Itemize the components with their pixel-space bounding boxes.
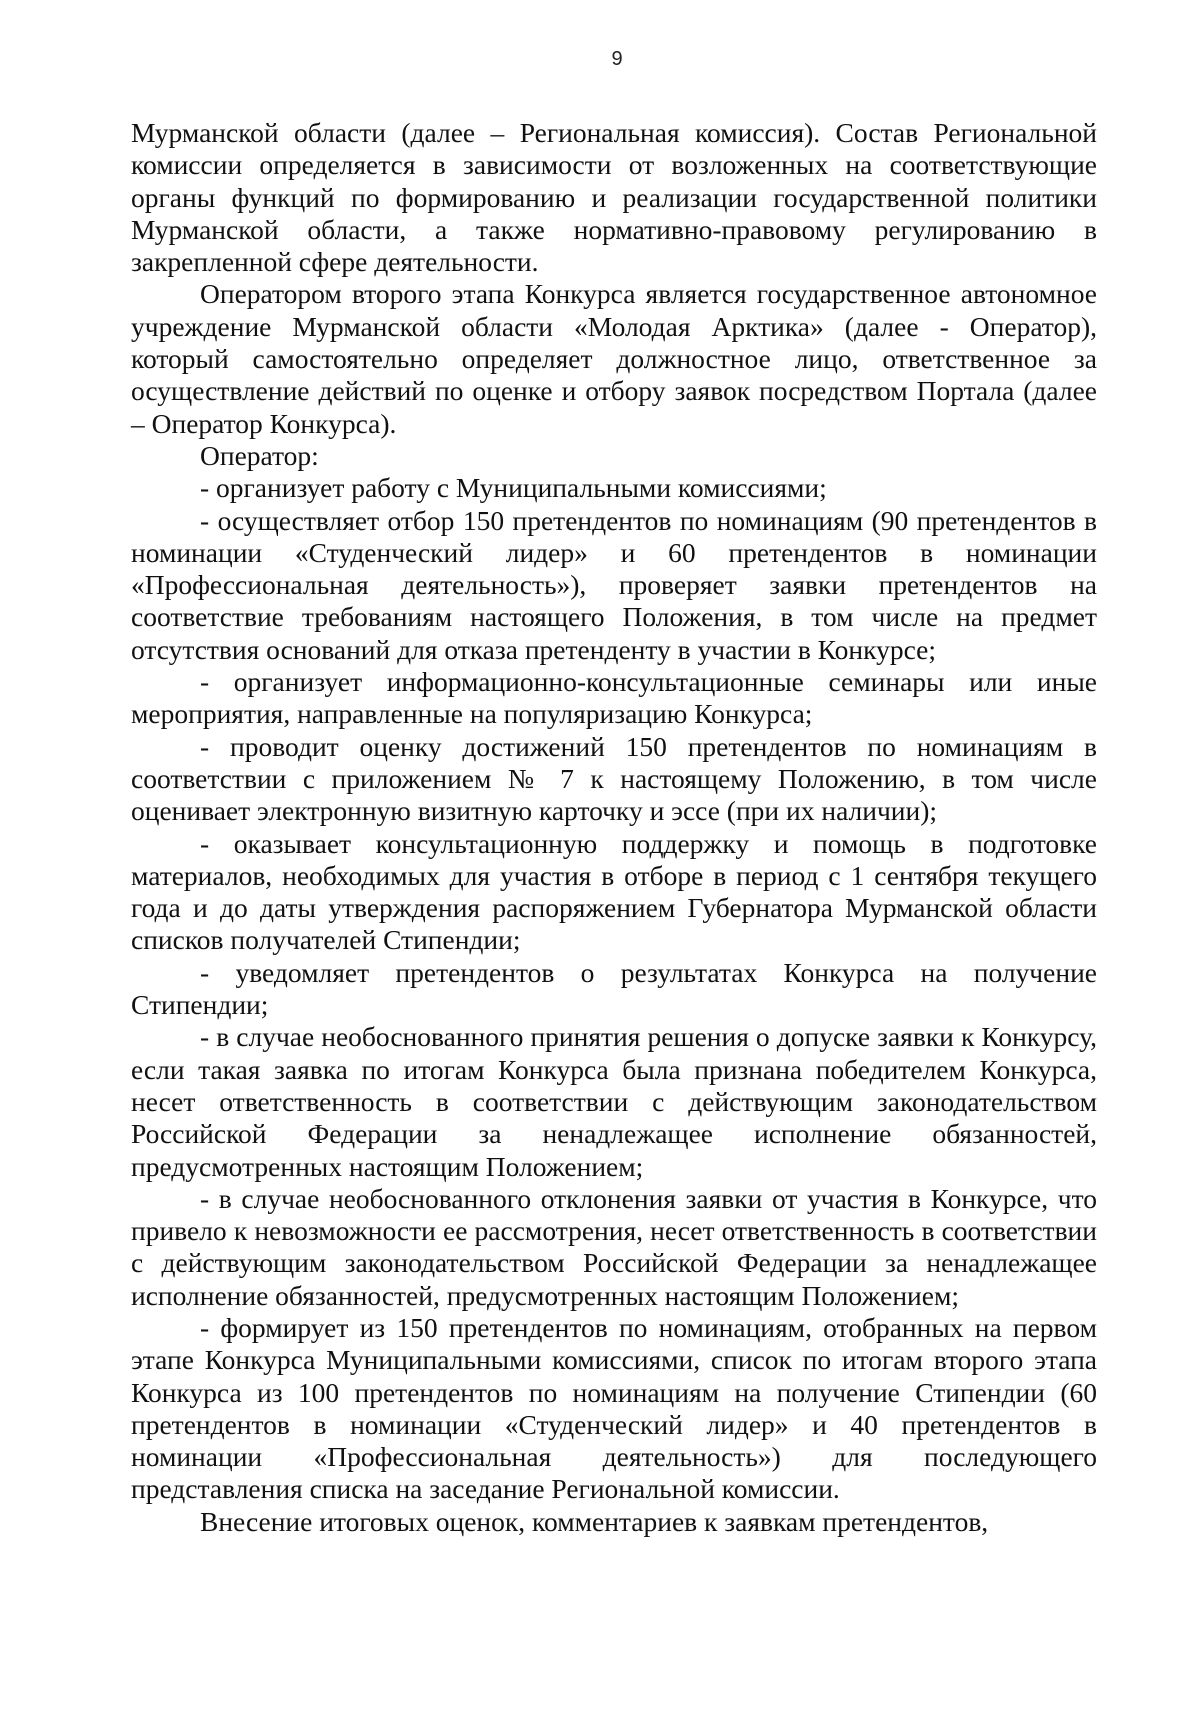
list-item-organizes-work: - организует работу с Муниципальными комиссиями; xyxy=(200,472,827,504)
paragraph-regional-commission: Мурманской области (далее – Региональная комиссия). Состав Региональной комиссии определяется в зависимости от возложенных на соответствующие органы функций по формированию и реализации государственной политики Мурманской области, а также нормативно-правовому регулированию в закрепленной сфере деятельности. xyxy=(131,117,1097,278)
list-item-consulting: - оказывает консультационную поддержку и помощь в подготовке материалов, необходимых для участия в отборе в период с 1 сентября текущего года и до даты утверждения распоряжением Губернатора Мурманской области списков получателей Стипендии; xyxy=(131,827,1097,956)
paragraph-final-scores: Внесение итоговых оценок, комментариев к заявкам претендентов, xyxy=(200,1505,989,1537)
paragraph-operator-definition: Оператором второго этапа Конкурса является государственное автономное учреждение Мурманской области «Молодая Арктика» (далее - Оператор), который самостоятельно определяет должностное лицо, ответственное за осуществление действий по оценке и отбору заявок посредством Портала (далее – Оператор Конкурса). xyxy=(131,278,1097,439)
list-item-unfounded-rejection: - в случае необоснованного отклонения заявки от участия в Конкурсе, что привело к невозможности ее рассмотрения, несет ответственность в соответствии с действующим законодательством Российской Федерации за ненадлежащее исполнение обязанностей, предусмотренных настоящим Положением; xyxy=(131,1182,1097,1311)
list-item-notification: - уведомляет претендентов о результатах Конкурса на получение Стипендии; xyxy=(131,956,1097,1021)
page-number: 9 xyxy=(611,48,623,70)
document-body xyxy=(131,117,1097,1538)
paragraph-operator-heading: Оператор: xyxy=(200,439,319,471)
list-item-assessment: - проводит оценку достижений 150 претендентов по номинациям в соответствии с приложением № 7 к настоящему Положению, в том числе оценивает электронную визитную карточку и эссе (при их наличии); xyxy=(131,730,1097,827)
list-item-seminars: - организует информационно-консультационные семинары или иные мероприятия, направленные на популяризацию Конкурса; xyxy=(131,666,1097,730)
list-item-final-list: - формирует из 150 претендентов по номинациям, отобранных на первом этапе Конкурса Муниципальными комиссиями, список по итогам второго этапа Конкурса из 100 претендентов по номинациям на получение Стипендии (60 претендентов в номинации «Студенческий лидер» и 40 претендентов в номинации «Профессиональная деятельность») для последующего представления списка на заседание Региональной комиссии. xyxy=(131,1311,1097,1505)
list-item-unfounded-admission: - в случае необоснованного принятия решения о допуске заявки к Конкурсу, если такая заявка по итогам Конкурса была признана победителем Конкурса, несет ответственность в соответствии с действующим законодательством Российской Федерации за ненадлежащее исполнение обязанностей, предусмотренных настоящим Положением; xyxy=(131,1021,1097,1182)
list-item-selection: - осуществляет отбор 150 претендентов по номинациям (90 претендентов в номинации «Студенческий лидер» и 60 претендентов в номинации «Профессиональная деятельность»), проверяет заявки претендентов на соответствие требованиям настоящего Положения, в том числе на предмет отсутствия оснований для отказа претенденту в участии в Конкурсе; xyxy=(131,504,1097,665)
